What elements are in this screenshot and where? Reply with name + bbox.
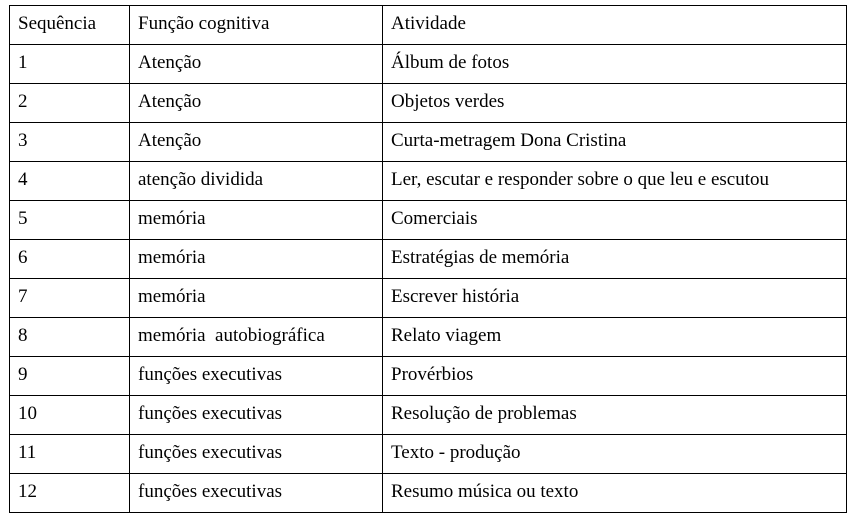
cell-sequence: 4 xyxy=(10,162,130,201)
table-row xyxy=(10,435,847,474)
cell-sequence: 5 xyxy=(10,201,130,240)
table-row xyxy=(10,84,847,123)
cell-activity: Curta-metragem Dona Cristina xyxy=(383,123,847,162)
cell-sequence: 12 xyxy=(10,474,130,513)
table-row xyxy=(10,474,847,513)
activities-table xyxy=(9,5,847,513)
cell-cognitive-function: Atenção xyxy=(130,84,383,123)
cell-activity: Provérbios xyxy=(383,357,847,396)
cell-cognitive-function: funções executivas xyxy=(130,474,383,513)
cell-sequence: 1 xyxy=(10,45,130,84)
header-row xyxy=(10,6,847,45)
cell-cognitive-function: funções executivas xyxy=(130,357,383,396)
cell-activity: Objetos verdes xyxy=(383,84,847,123)
cell-sequence: 6 xyxy=(10,240,130,279)
cell-cognitive-function: memória autobiográfica xyxy=(130,318,383,357)
table-row xyxy=(10,240,847,279)
cell-cognitive-function: memória xyxy=(130,279,383,318)
cell-cognitive-function: funções executivas xyxy=(130,396,383,435)
table-row xyxy=(10,396,847,435)
header-sequence: Sequência xyxy=(10,6,130,45)
cell-activity: Resumo música ou texto xyxy=(383,474,847,513)
cell-activity: Ler, escutar e responder sobre o que leu e escutou xyxy=(383,162,847,201)
cell-sequence: 9 xyxy=(10,357,130,396)
table-row xyxy=(10,162,847,201)
cell-cognitive-function: Atenção xyxy=(130,123,383,162)
cell-sequence: 10 xyxy=(10,396,130,435)
cell-cognitive-function: memória xyxy=(130,240,383,279)
cell-sequence: 7 xyxy=(10,279,130,318)
table-row xyxy=(10,357,847,396)
table-row xyxy=(10,201,847,240)
cell-activity: Texto - produção xyxy=(383,435,847,474)
cell-activity: Estratégias de memória xyxy=(383,240,847,279)
cell-activity: Relato viagem xyxy=(383,318,847,357)
cell-sequence: 2 xyxy=(10,84,130,123)
table-row xyxy=(10,123,847,162)
cell-cognitive-function: Atenção xyxy=(130,45,383,84)
cell-sequence: 11 xyxy=(10,435,130,474)
cell-activity: Comerciais xyxy=(383,201,847,240)
cell-cognitive-function: atenção dividida xyxy=(130,162,383,201)
cell-activity: Resolução de problemas xyxy=(383,396,847,435)
cell-cognitive-function: funções executivas xyxy=(130,435,383,474)
header-activity: Atividade xyxy=(383,6,847,45)
cell-sequence: 3 xyxy=(10,123,130,162)
cell-activity: Álbum de fotos xyxy=(383,45,847,84)
cell-cognitive-function: memória xyxy=(130,201,383,240)
table-row xyxy=(10,318,847,357)
table-row xyxy=(10,45,847,84)
cell-sequence: 8 xyxy=(10,318,130,357)
cell-activity: Escrever história xyxy=(383,279,847,318)
header-cognitive-function: Função cognitiva xyxy=(130,6,383,45)
table-row xyxy=(10,279,847,318)
